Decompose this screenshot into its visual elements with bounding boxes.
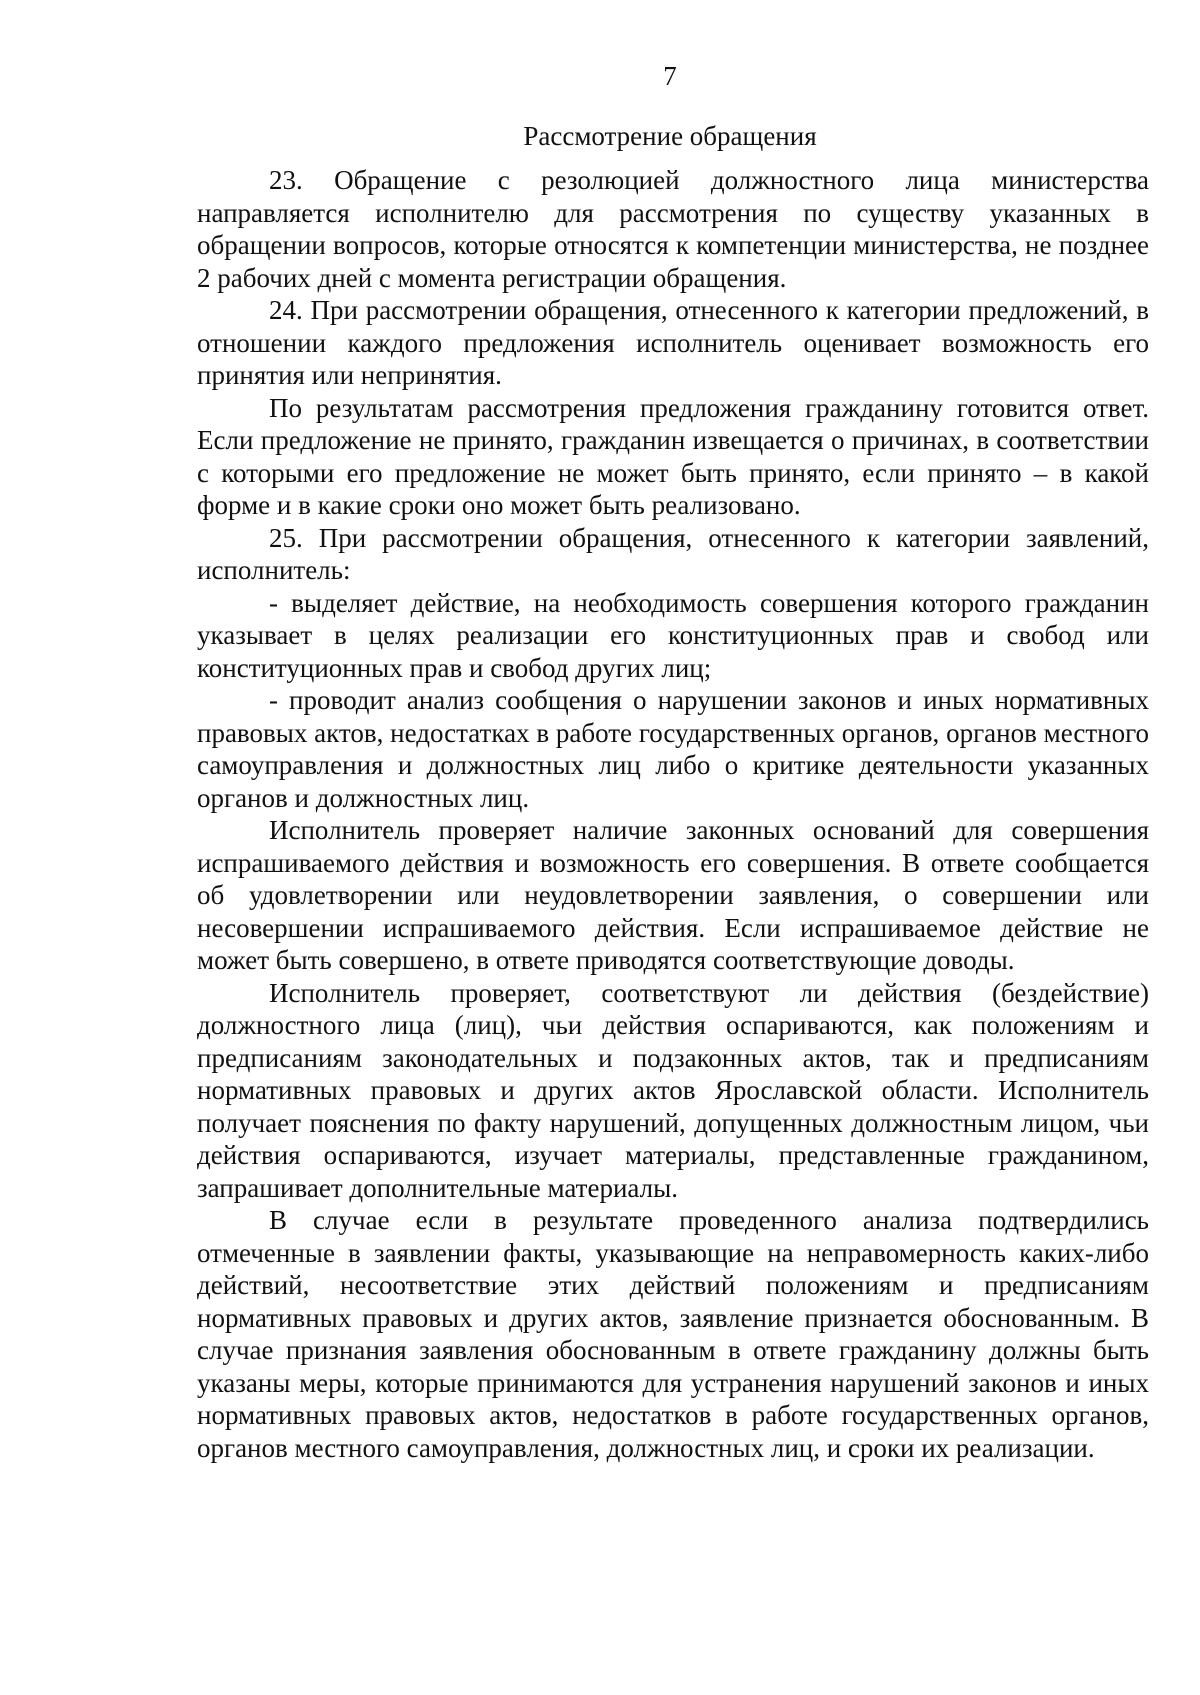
section-title: Рассмотрение обращения [523, 121, 817, 151]
paragraph-23: 23. Обращение с резолюцией должностного лица министерства направляется исполнителю для рассмотрения по существу указанных в обращении вопросов, которые относятся к компетенции министерства, не позднее 2 рабочих дней с момента регистрации обращения. [197, 165, 1149, 293]
paragraph-25: 25. При рассмотрении обращения, отнесенного к категории заявлений, исполнитель: [197, 522, 1149, 585]
list-item-analysis: - проводит анализ сообщения о нарушении законов и иных нормативных правовых актов, недостатках в работе государственных органов, органов местного самоуправления и должностных лиц либо о критике деятельности указанных органов и должностных лиц. [197, 685, 1149, 813]
paragraph-24: 24. При рассмотрении обращения, отнесенного к категории предложений, в отношении каждого предложения исполнитель оценивает возможность его принятия или непринятия. [197, 295, 1149, 390]
paragraph-proposal-result: По результатам рассмотрения предложения гражданину готовится ответ. Если предложение не принято, гражданин извещается о причинах, в соответствии с которыми его предложение не может быть принято, если принято – в какой форме и в какие сроки оно может быть реализовано. [197, 392, 1149, 520]
paragraph-actions-check: Исполнитель проверяет, соответствуют ли действия (бездействие) должностного лица (лиц), чьи действия оспариваются, как положениям и предписаниям законодательных и подзаконных актов, так и предписаниям нормативных правовых и других актов Ярославской области. Исполнитель получает пояснения по факту нарушений, допущенных должностным лицом, чьи действия оспариваются, изучает материалы, представленные гражданином, запрашивает дополнительные материалы. [197, 977, 1149, 1203]
list-item-action: - выделяет действие, на необходимость совершения которого гражданин указывает в целях реализации его конституционных прав и свобод или конституционных прав и свобод других лиц; [197, 587, 1149, 683]
page-number: 7 [663, 61, 677, 91]
paragraph-grounds-check: Исполнитель проверяет наличие законных оснований для совершения испрашиваемого действия и возможность его совершения. В ответе сообщается об удовлетворении или неудовлетворении заявления, о совершении или несовершении испрашиваемого действия. Если испрашиваемое действие не может быть совершено, в ответе приводятся соответствующие доводы. [197, 815, 1149, 975]
paragraph-justified-statement: В случае если в результате проведенного анализа подтвердились отмеченные в заявлении факты, указывающие на неправомерность каких-либо действий, несоответствие этих действий положениям и предписаниям нормативных правовых и других актов, заявление признается обоснованным. В случае признания заявления обоснованным в ответе гражданину должны быть указаны меры, которые принимаются для устранения нарушений законов и иных нормативных правовых актов, недостатков в работе государственных органов, органов местного самоуправления, должностных лиц, и сроки их реализации. [197, 1205, 1149, 1463]
document-body [197, 164, 1149, 1464]
